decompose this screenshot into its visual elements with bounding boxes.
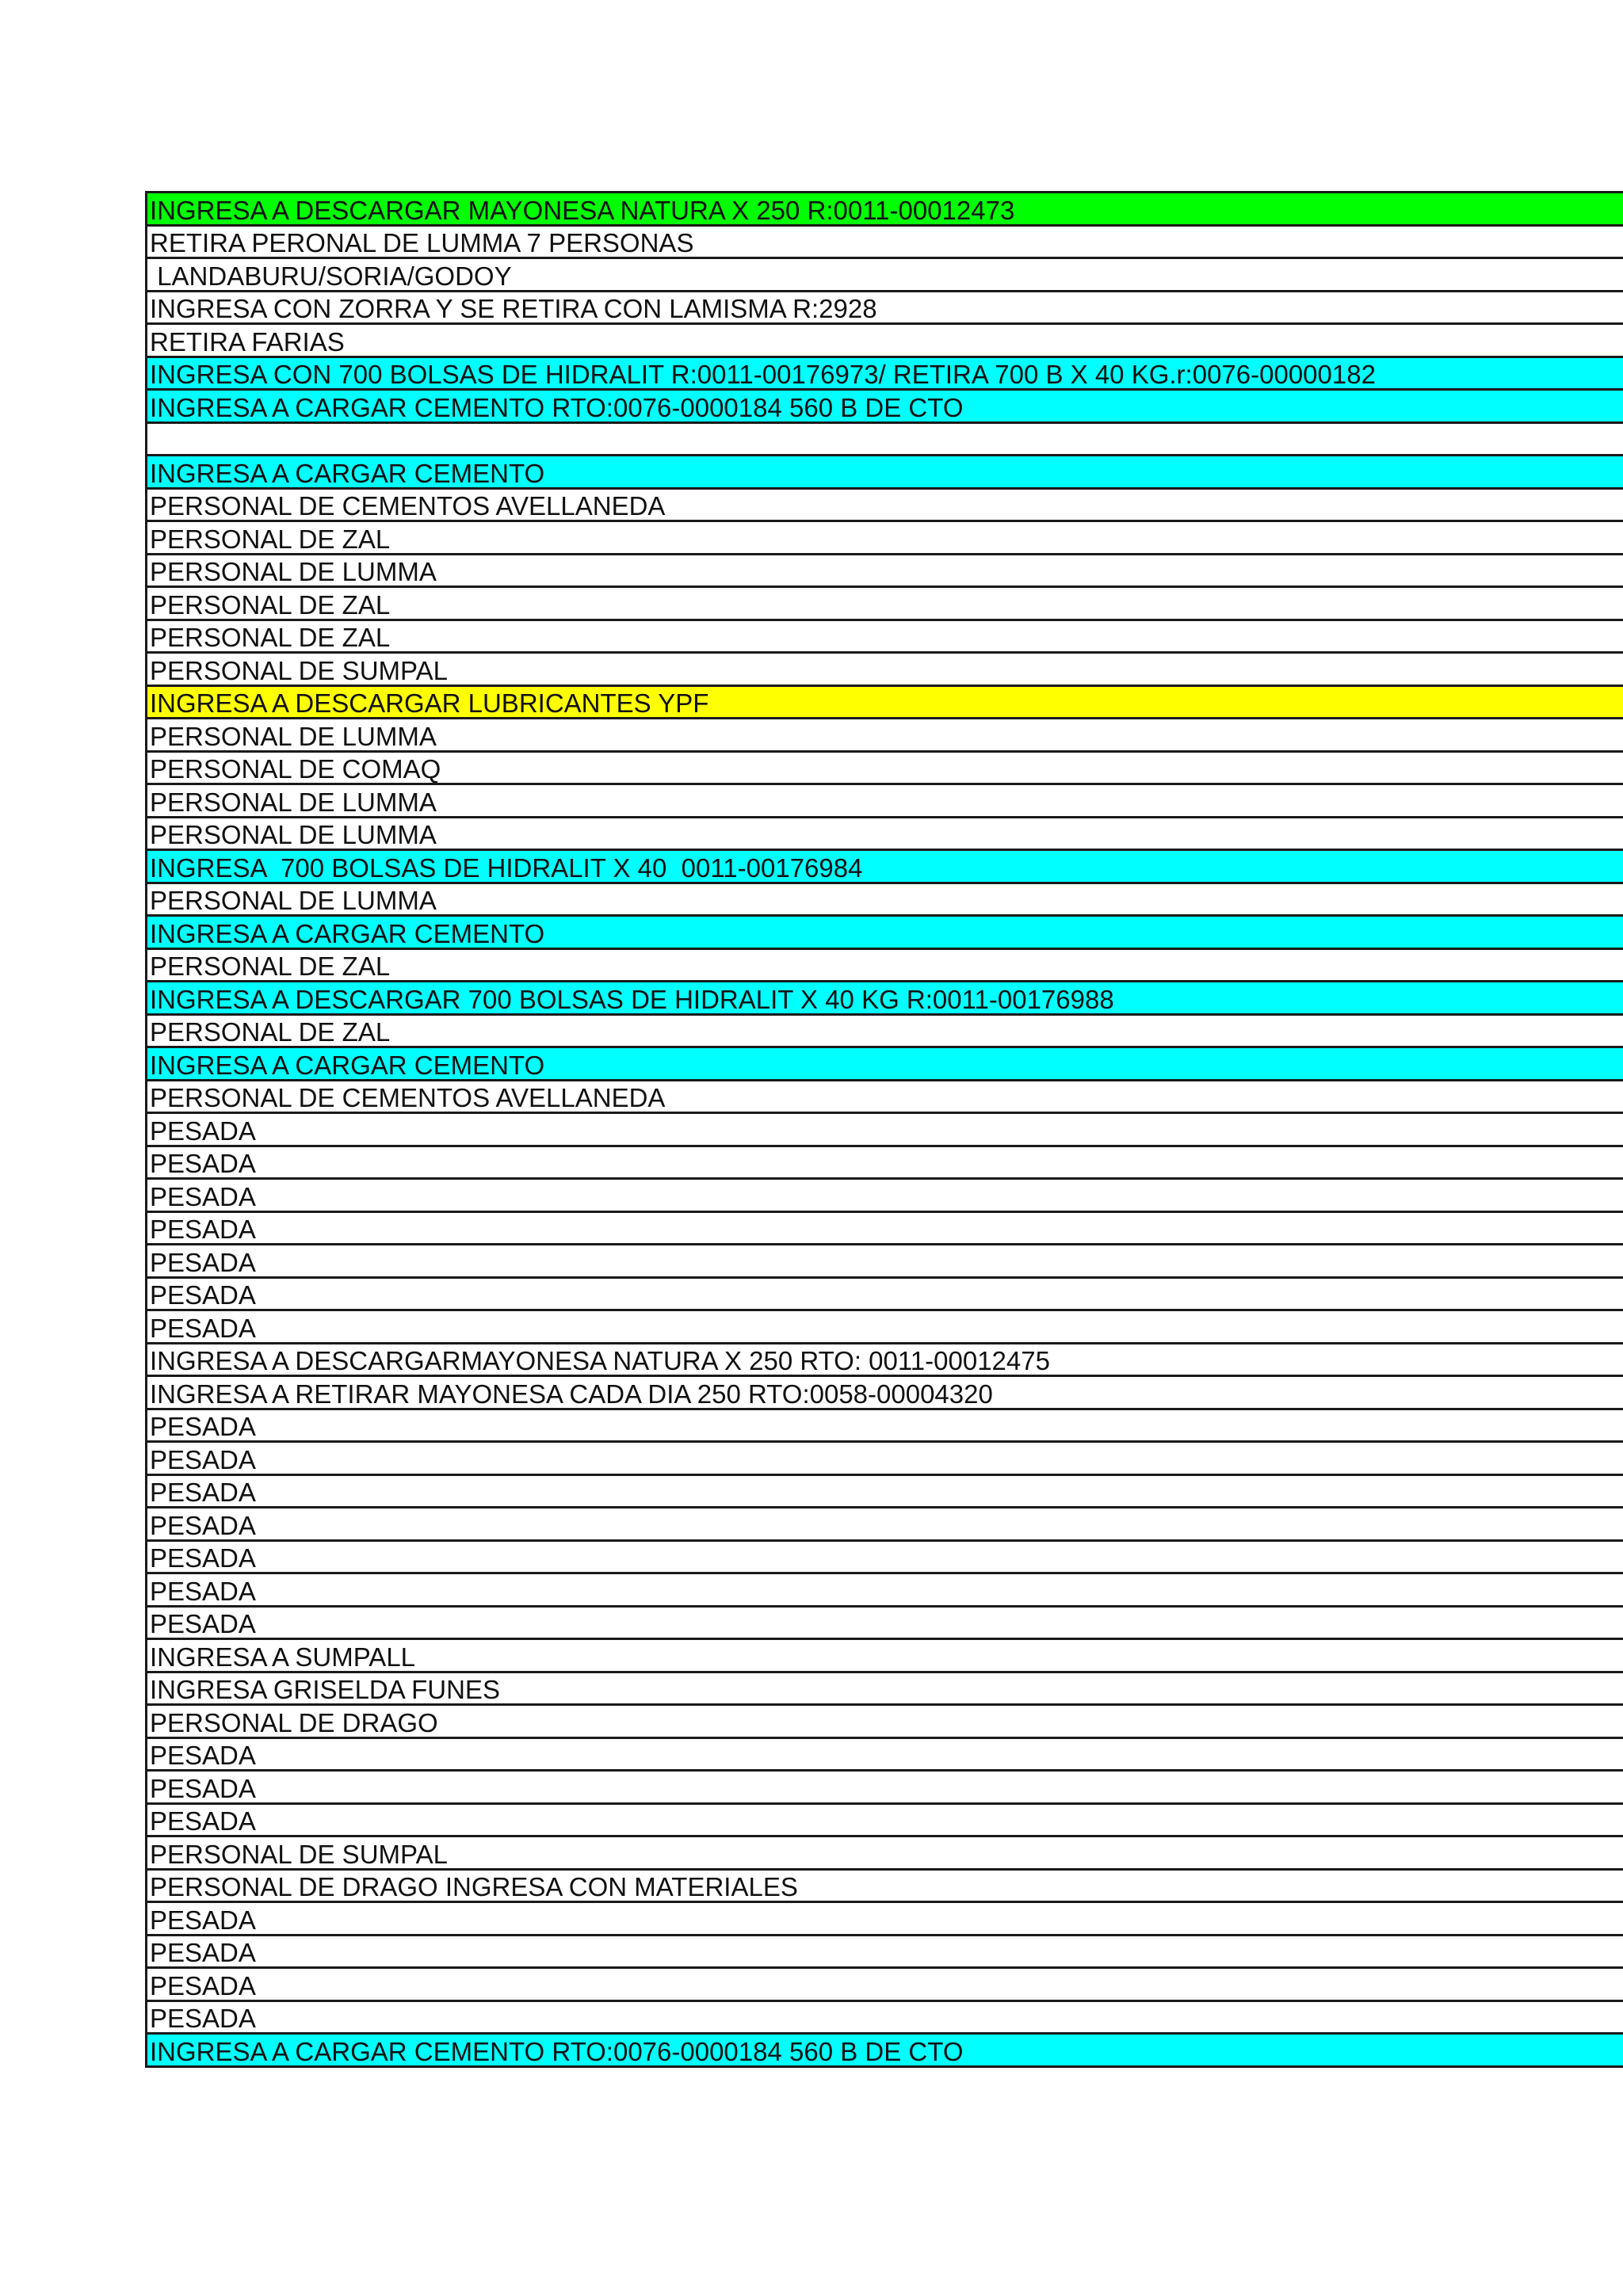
cell-text: PESADA	[150, 1741, 256, 1771]
cell-text: PERSONAL DE ZAL	[150, 524, 391, 554]
cell-text: INGRESA A DESCARGAR LUBRICANTES YPF	[150, 688, 709, 719]
cell-text: PESADA	[150, 1478, 256, 1508]
cell-text: PESADA	[150, 1543, 256, 1573]
table-row[interactable]	[147, 1147, 1623, 1180]
table-row[interactable]	[147, 1114, 1623, 1147]
table-row[interactable]	[147, 1772, 1623, 1805]
cell-text: PESADA	[150, 1576, 256, 1606]
table-row[interactable]	[147, 555, 1623, 589]
cell-text: PERSONAL DE DRAGO INGRESA CON MATERIALES	[150, 1872, 798, 1902]
cell-text: PERSONAL DE LUMMA	[150, 820, 437, 850]
table-row[interactable]	[147, 292, 1623, 326]
table-row[interactable]	[147, 522, 1623, 555]
table-row[interactable]	[147, 1837, 1623, 1871]
table-row[interactable]	[147, 424, 1623, 457]
table-row[interactable]	[147, 490, 1623, 523]
cell-text: INGRESA 700 BOLSAS DE HIDRALIT X 40 0011-00176984	[150, 852, 863, 883]
cell-text: PESADA	[150, 1773, 256, 1803]
cell-text: PESADA	[150, 1806, 256, 1836]
table-row[interactable]	[147, 884, 1623, 917]
cell-text: PERSONAL DE LUMMA	[150, 886, 437, 916]
cell-text: PERSONAL DE ZAL	[150, 1017, 391, 1047]
cell-text: PERSONAL DE DRAGO	[150, 1707, 438, 1737]
cell-text: PERSONAL DE ZAL	[150, 623, 391, 653]
cell-text: PESADA	[150, 1938, 256, 1968]
cell-text: INGRESA A DESCARGARMAYONESA NATURA X 250 RTO: 0011-00012475	[150, 1346, 1050, 1376]
table-row[interactable]	[147, 1279, 1623, 1312]
cell-text: INGRESA A DESCARGAR 700 BOLSAS DE HIDRALIT X 40 KG R:0011-00176988	[150, 984, 1114, 1014]
cell-text: PESADA	[150, 1412, 256, 1442]
table-row[interactable]	[147, 325, 1623, 358]
cell-text: PESADA	[150, 1444, 256, 1474]
table-row[interactable]	[147, 1048, 1623, 1081]
table-row[interactable]	[147, 1081, 1623, 1115]
cell-text: PESADA	[150, 1247, 256, 1277]
cell-text: PERSONAL DE SUMPAL	[150, 1839, 448, 1869]
table-row[interactable]	[147, 1508, 1623, 1542]
table-row[interactable]	[147, 588, 1623, 621]
cell-text: INGRESA A CARGAR CEMENTO RTO:0076-0000184 560 B DE CTO	[150, 2036, 964, 2066]
cell-text: INGRESA A RETIRAR MAYONESA CADA DIA 250 RTO:0058-00004320	[150, 1379, 993, 1409]
table-row[interactable]	[147, 621, 1623, 654]
table-row[interactable]	[147, 917, 1623, 950]
table-row[interactable]	[147, 1180, 1623, 1213]
table-row[interactable]	[147, 1344, 1623, 1378]
cell-text: RETIRA PERONAL DE LUMMA 7 PERSONAS	[150, 228, 694, 258]
cell-text: LANDABURU/SORIA/GODOY	[150, 261, 512, 291]
table-row[interactable]	[147, 227, 1623, 260]
table-row[interactable]	[147, 982, 1623, 1016]
table-row[interactable]	[147, 1706, 1623, 1739]
cell-text: PERSONAL DE CEMENTOS AVELLANEDA	[150, 1083, 666, 1113]
cell-text: PERSONAL DE SUMPAL	[150, 655, 448, 685]
table-row[interactable]	[147, 1245, 1623, 1279]
cell-text: PERSONAL DE LUMMA	[150, 721, 437, 751]
table-row[interactable]	[147, 719, 1623, 753]
cell-text: PERSONAL DE ZAL	[150, 952, 391, 982]
cell-text: INGRESA CON 700 BOLSAS DE HIDRALIT R:0011-00176973/ RETIRA 700 B X 40 KG.r:0076-00000182	[150, 360, 1376, 390]
cell-text: PESADA	[150, 1609, 256, 1639]
table-row[interactable]	[147, 1574, 1623, 1608]
cell-text: PESADA	[150, 1181, 256, 1211]
table-row[interactable]	[147, 2035, 1623, 2068]
cell-text: INGRESA CON ZORRA Y SE RETIRA CON LAMISMA R:2928	[150, 294, 877, 324]
table-row[interactable]	[147, 753, 1623, 786]
table-row[interactable]	[147, 1410, 1623, 1444]
cell-text: PERSONAL DE LUMMA	[150, 787, 437, 817]
cell-text: INGRESA A CARGAR CEMENTO	[150, 918, 545, 948]
cell-text: INGRESA A CARGAR CEMENTO RTO:0076-0000184 560 B DE CTO	[150, 392, 964, 422]
cell-text: PESADA	[150, 1905, 256, 1935]
cell-text: PERSONAL DE COMAQ	[150, 754, 441, 784]
table-row[interactable]	[147, 456, 1623, 490]
table-row[interactable]	[147, 1969, 1623, 2002]
table-row[interactable]	[147, 1903, 1623, 1936]
table-row[interactable]	[147, 1936, 1623, 1970]
table-row[interactable]	[147, 654, 1623, 687]
cell-text: INGRESA A CARGAR CEMENTO	[150, 1050, 545, 1080]
table-row[interactable]	[147, 1871, 1623, 1904]
cell-text: PESADA	[150, 1149, 256, 1179]
cell-text: INGRESA GRISELDA FUNES	[150, 1675, 500, 1705]
cell-text: PESADA	[150, 2004, 256, 2034]
table-row[interactable]	[147, 1443, 1623, 1476]
table-row[interactable]	[147, 193, 1623, 227]
table-row[interactable]	[147, 1805, 1623, 1838]
cell-text: PESADA	[150, 1215, 256, 1245]
table-row[interactable]	[147, 358, 1623, 391]
table-row[interactable]	[147, 1476, 1623, 1509]
table-row[interactable]	[147, 1213, 1623, 1246]
cell-text: RETIRA FARIAS	[150, 326, 345, 357]
cell-text: PESADA	[150, 1313, 256, 1343]
cell-text: PESADA	[150, 1280, 256, 1310]
table-row[interactable]	[147, 1640, 1623, 1673]
table-row[interactable]	[147, 950, 1623, 983]
table-row[interactable]	[147, 785, 1623, 818]
cell-text: PESADA	[150, 1970, 256, 2000]
table-row[interactable]	[147, 2002, 1623, 2035]
table-row[interactable]	[147, 1608, 1623, 1641]
cell-text: PESADA	[150, 1510, 256, 1540]
table-row[interactable]	[147, 1673, 1623, 1707]
table-row[interactable]	[147, 259, 1623, 292]
table-row[interactable]	[147, 818, 1623, 852]
cell-text: PESADA	[150, 1116, 256, 1146]
spreadsheet-column	[145, 191, 1623, 2068]
cell-text: INGRESA A DESCARGAR MAYONESA NATURA X 250 R:0011-00012473	[150, 195, 1015, 225]
cell-text: PERSONAL DE LUMMA	[150, 557, 437, 587]
table-row[interactable]	[147, 391, 1623, 424]
cell-text: PERSONAL DE CEMENTOS AVELLANEDA	[150, 491, 666, 521]
table-row[interactable]	[147, 687, 1623, 720]
table-row[interactable]	[147, 1542, 1623, 1575]
table-row[interactable]	[147, 1311, 1623, 1344]
cell-text: PERSONAL DE ZAL	[150, 589, 391, 620]
table-row[interactable]	[147, 851, 1623, 884]
table-row[interactable]	[147, 1016, 1623, 1049]
table-row[interactable]	[147, 1377, 1623, 1410]
cell-text: INGRESA A CARGAR CEMENTO	[150, 458, 545, 488]
table-row[interactable]	[147, 1739, 1623, 1772]
cell-text: INGRESA A SUMPALL	[150, 1642, 416, 1672]
